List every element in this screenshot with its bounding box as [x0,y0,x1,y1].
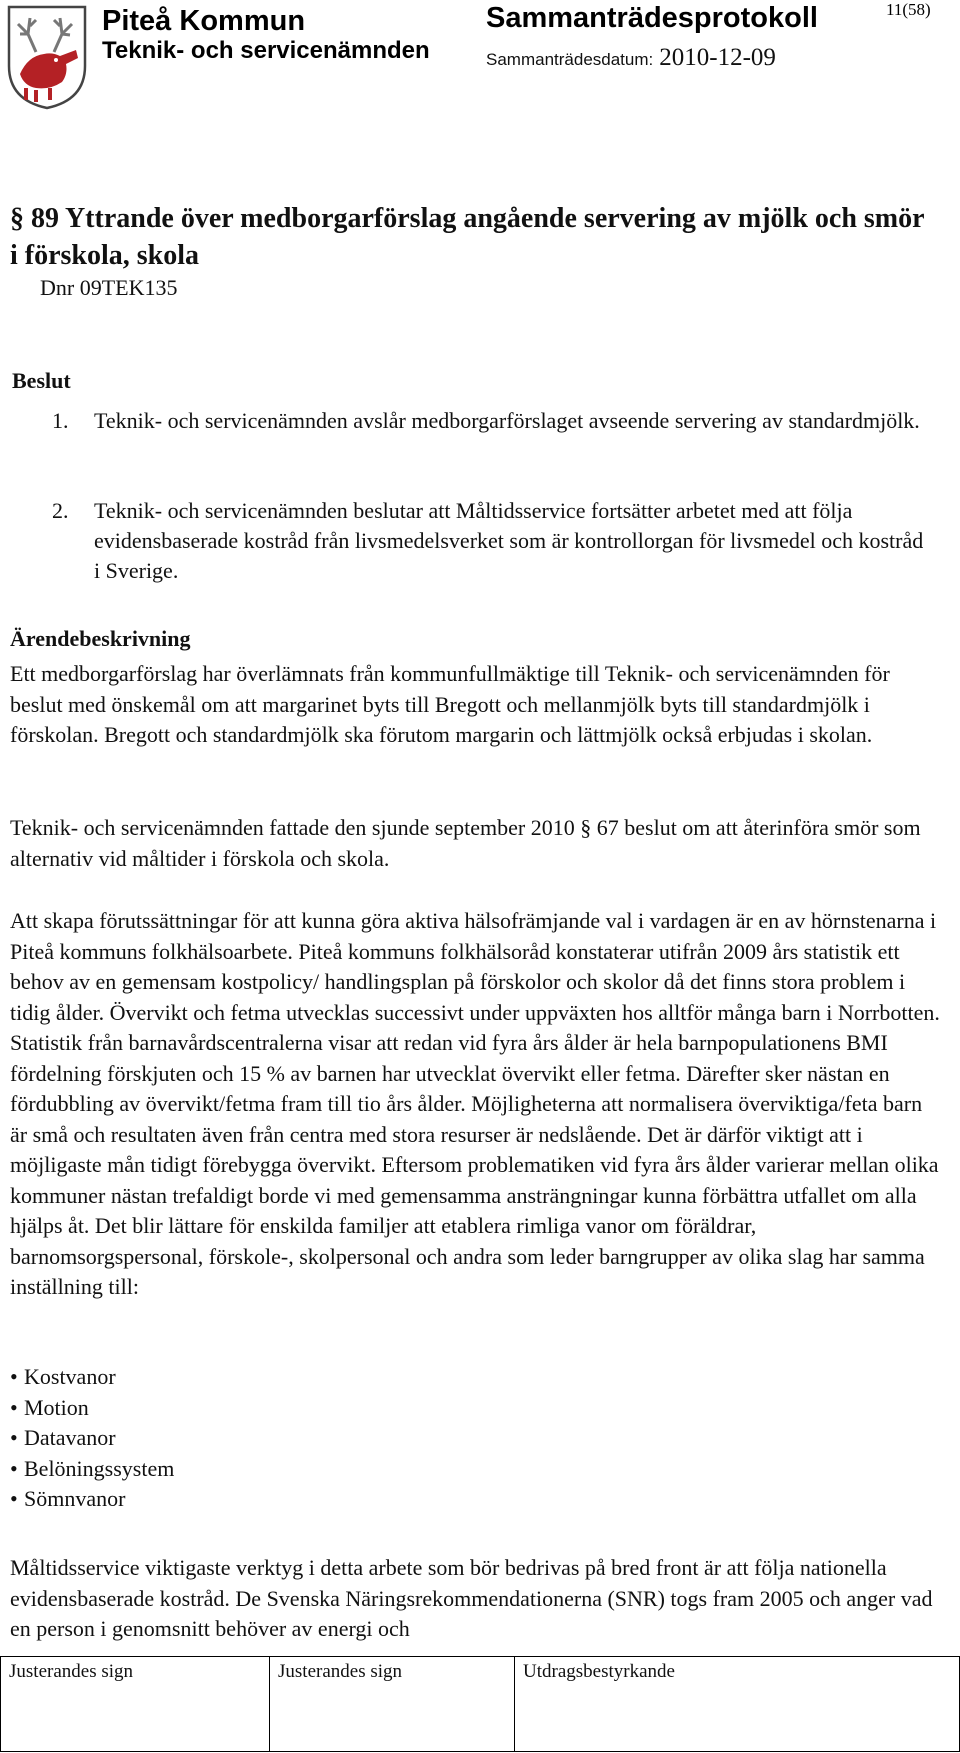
signature-cell [1,1657,270,1752]
paragraph: Måltidsservice viktigaste verktyg i detta arbete som bör bedrivas på bred front är att följa nationella evidensbaserade kostråd. De Svenska Näringsrekommendationerna (SNR) togs fram 2005 och anger vad en person i genomsnitt behöver av energi och [10,1555,933,1641]
signature-cell [270,1657,515,1752]
decision-text: Teknik- och servicenämnden avslår medborgarförslaget avseende servering av standardmjölk. [94,408,920,433]
bullet-icon: • [10,1364,18,1389]
signature-label: Justerandes sign [9,1661,134,1682]
list-item-label: Sömnvanor [24,1486,126,1511]
bullet-icon: • [10,1394,18,1420]
signature-label: Justerandes sign [278,1661,403,1682]
case-number: Dnr 09TEK135 [40,275,178,300]
certification-label: Utdragsbestyrkande [523,1661,675,1682]
decision-number: 1. [52,408,69,433]
list-item [10,1423,174,1454]
bullet-list [10,1362,174,1515]
paragraph: Att skapa förutssättningar för att kunna göra aktiva hälsofrämjande val i vardagen är en av hörnstenarna i Piteå kommuns folkhälsoarbete. Piteå kommuns folkhälsoråd konstaterar utifrån 2009 års statistik ett behov av en gemensam kostpolicy/ handlingsplan på förskolor och skolor då det finns stora problem i tidig ålder. Övervikt och fetma utvecklas successivt under uppväxten hos alltför många barn i Norrbotten. Statistik från barnavårdscentralerna visar att redan vid fyra års ålder är hela barnpopulationens BMI fördelning förskjuten och 15 % av barnen har utvecklat övervikt eller fetma. Därefter sker nästan en fördubbling av övervikt/fetma fram till tio års ålder. Möjligheterna att normalisera överviktiga/feta barn är små och resultaten även från centra med stora resurser är nedslående. Det är därför viktigt att i möjligaste mån tidigt förebygga övervikt. Eftersom problematiken vid fyra års ålder varierar mellan olika kommuner nästan trefaldigt borde vi med gemensamma ansträngningar kunna förbättra utfallet om alla hjälps åt. Det blir lättare för enskilda familjer att etablera rimliga vanor om föräldrar, barnomsorgspersonal, förskole-, skolpersonal och andra som leder barngrupper av olika slag har samma inställning till: [10,908,940,1299]
page-number: 11(58) [886,0,931,19]
list-item [10,1454,174,1485]
case-description-heading: Ärendebeskrivning [10,626,191,651]
decision-heading: Beslut [12,368,71,393]
list-item [10,1362,174,1393]
list-item [10,1393,174,1424]
list-item-label: Belöningssystem [24,1455,175,1481]
paragraph: Teknik- och servicenämnden fattade den sjunde september 2010 § 67 beslut om att återinföra smör som alternativ vid måltider i förskola och skola. [10,815,921,871]
bullet-icon: • [10,1425,18,1450]
date-label: Sammanträdesdatum: [486,50,654,69]
list-item-label: Motion [24,1394,89,1420]
decision-number: 2. [52,498,69,523]
bullet-icon: • [10,1486,18,1511]
decision-item [52,496,932,586]
decision-item [52,406,932,436]
list-item-label: Datavanor [24,1425,116,1450]
bullet-icon: • [10,1455,18,1481]
list-item [10,1484,174,1515]
organization-block [102,6,430,66]
protocol-title: Sammanträdesprotokoll [486,2,818,34]
meeting-date [486,44,776,72]
paragraph: Ett medborgarförslag har överlämnats från kommunfullmäktige till Teknik- och servicenämnden för beslut med önskemål om att margarinet byts till Bregott och mellanmjölk byts till standardmjölk i förskolan. Bregott och standardmjölk ska förutom margarin och lättmjölk också erbjudas i skolan. [10,661,890,747]
date-value: 2010-12-09 [659,44,776,71]
signature-table [0,1656,960,1752]
certification-cell [515,1657,960,1752]
decision-text: Teknik- och servicenämnden beslutar att Måltidsservice fortsätter arbetet med att följa evidensbaserade kostråd från livsmedelsverket som är kontrollorgan för livsmedel och kostråd i Sverige. [94,498,924,583]
org-name: Piteå Kommun [102,5,306,37]
reindeer-coat-of-arms-icon [6,4,88,110]
department-name: Teknik- och servicenämnden [102,37,430,64]
list-item-label: Kostvanor [24,1364,116,1389]
section-heading: § 89 Yttrande över medborgarförslag angående servering av mjölk och smör i förskola, skola [10,203,925,271]
